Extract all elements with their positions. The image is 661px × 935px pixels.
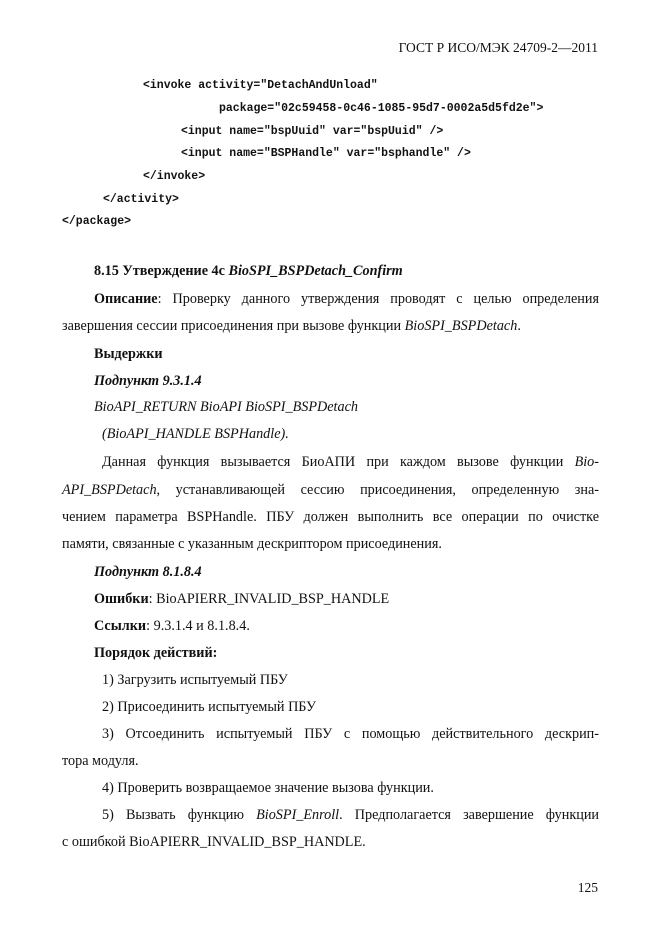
- function-signature-line-2: (BioAPI_HANDLE BSPHandle).: [102, 426, 289, 442]
- description-line-1: Описание: Проверку данного утверждения проводят с целью определения: [94, 291, 599, 307]
- description-line-2: завершения сессии присоединения при вызове функции BioSPI_BSPDetach.: [62, 318, 521, 334]
- procedure-step: 4) Проверить возвращаемое значение вызова функции.: [102, 780, 434, 796]
- procedure-step: 2) Присоединить испытуемый ПБУ: [102, 699, 317, 715]
- paragraph-line: чением параметра BSPHandle. ПБУ должен выполнить все операции по очистке: [62, 509, 599, 525]
- code-line: package="02c59458-0c46-1085-95d7-0002a5d5fd2e">: [219, 102, 544, 115]
- code-line: <invoke activity="DetachAndUnload": [143, 79, 378, 92]
- page-number: 125: [577, 880, 598, 895]
- procedure-label: Порядок действий:: [94, 645, 218, 661]
- procedure-step: 1) Загрузить испытуемый ПБУ: [102, 672, 288, 688]
- code-line: </activity>: [103, 193, 179, 206]
- excerpts-label: Выдержки: [94, 346, 163, 362]
- subclause-8-1-8-4: Подпункт 8.1.8.4: [94, 564, 202, 580]
- subclause-9-3-1-4: Подпункт 9.3.1.4: [94, 373, 202, 389]
- procedure-step: 5) Вызвать функцию BioSPI_Enroll. Предполагается завершение функции: [102, 807, 600, 823]
- procedure-step-continuation: тора модуля.: [62, 753, 139, 769]
- paragraph-line: API_BSPDetach, устанавливающей сессию присоединения, определенную зна-: [62, 482, 599, 498]
- paragraph-line: Данная функция вызывается БиоАПИ при каждом вызове функции Bio-: [102, 454, 599, 470]
- procedure-step: 3) Отсоединить испытуемый ПБУ с помощью действительного дескрип-: [102, 726, 599, 742]
- procedure-step-continuation: с ошибкой BioAPIERR_INVALID_BSP_HANDLE.: [62, 834, 366, 850]
- code-line: </package>: [62, 215, 132, 228]
- paragraph-line: памяти, связанные с указанным дескриптором присоединения.: [62, 536, 442, 552]
- page-header-standard: ГОСТ Р ИСО/МЭК 24709-2—2011: [398, 40, 598, 55]
- code-line: <input name="BSPHandle" var="bsphandle" />: [181, 147, 471, 160]
- errors-line: Ошибки: BioAPIERR_INVALID_BSP_HANDLE: [94, 591, 390, 607]
- code-line: </invoke>: [143, 170, 206, 183]
- section-heading: 8.15 Утверждение 4c BioSPI_BSPDetach_Confirm: [94, 263, 403, 279]
- code-line: <input name="bspUuid" var="bspUuid" />: [181, 125, 444, 138]
- references-line: Ссылки: 9.3.1.4 и 8.1.8.4.: [94, 618, 250, 634]
- function-signature-line-1: BioAPI_RETURN BioAPI BioSPI_BSPDetach: [94, 399, 358, 415]
